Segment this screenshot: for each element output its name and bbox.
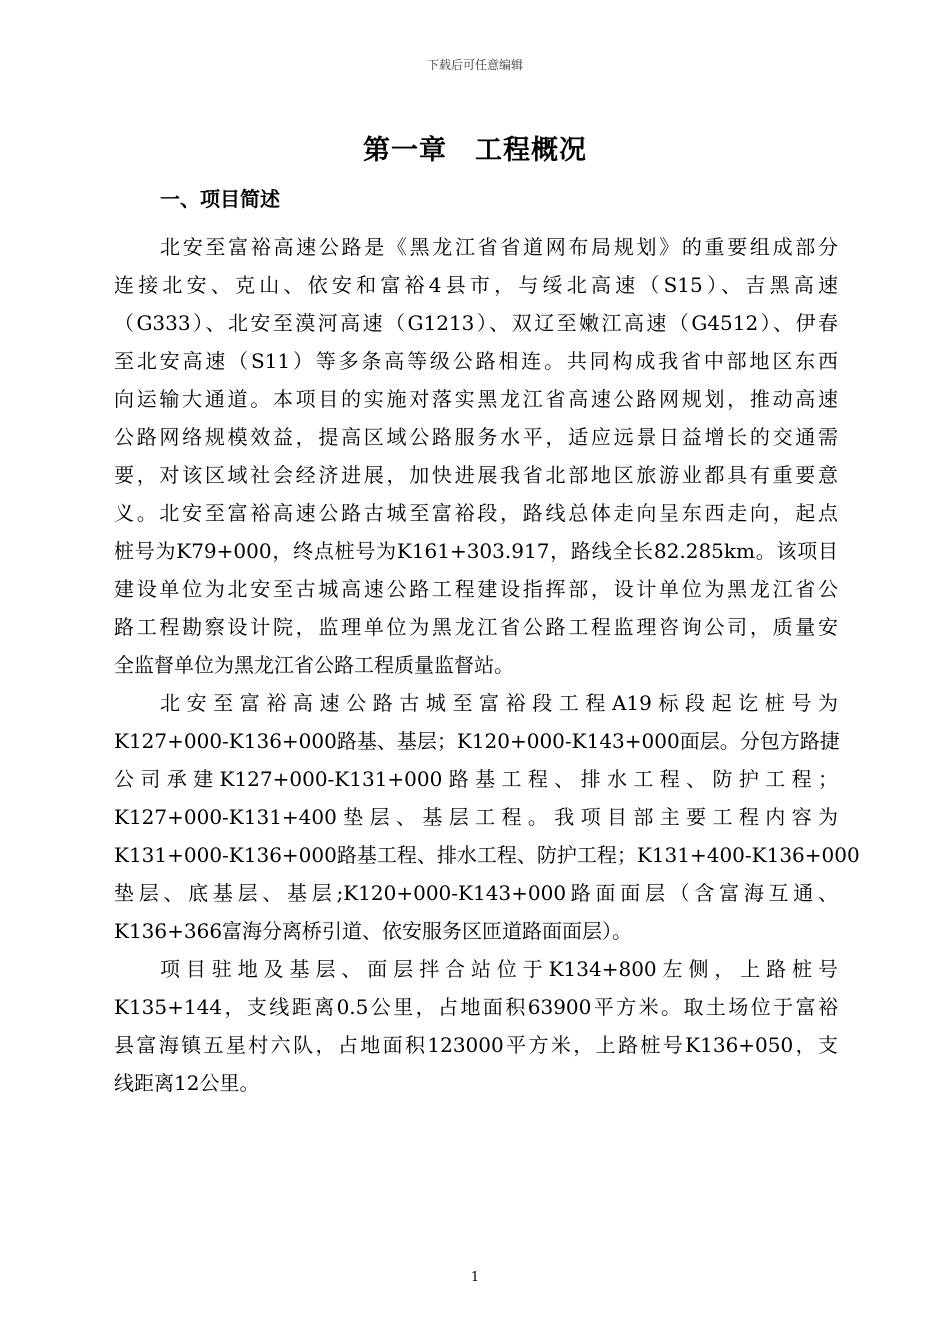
paragraph-line: 县富海镇五星村六队，占地面积123000平方米，上路桩号K136+050，支 <box>114 1033 838 1057</box>
body-text <box>114 228 860 1102</box>
paragraph-line: 全监督单位为黑龙江省公路工程质量监督站。 <box>114 653 514 677</box>
paragraph-line: 桩号为K79+000，终点桩号为K161+303.917，路线全长82.285km。该项目 <box>114 539 838 563</box>
chapter-title: 第一章 工程概况 <box>363 135 587 166</box>
paragraph-line: 连接北安、克山、依安和富裕4县市，与绥北高速（S15）、吉黑高速 <box>114 273 838 297</box>
paragraph-line: 公司承建K127+000-K131+000路基工程、排水工程、防护工程； <box>114 767 838 791</box>
paragraph-line: 项目驻地及基层、面层拌合站位于K134+800左侧，上路桩号 <box>160 957 838 981</box>
paragraph-line: 路工程勘察设计院，监理单位为黑龙江省公路工程监理咨询公司，质量安 <box>114 615 838 639</box>
paragraph-line: 建设单位为北安至古城高速公路工程建设指挥部，设计单位为黑龙江省公 <box>114 577 838 601</box>
paragraph-line: 至北安高速（S11）等多条高等级公路相连。共同构成我省中部地区东西 <box>114 349 838 373</box>
paragraph-line: K127+000-K136+000路基、基层；K120+000-K143+000面层。分包方路捷 <box>114 729 840 753</box>
paragraph-line: K127+000-K131+400垫层、基层工程。我项目部主要工程内容为 <box>114 805 838 829</box>
paragraph-line: 北安至富裕高速公路古城至富裕段工程A19标段起讫桩号为 <box>160 691 838 715</box>
paragraph-line: 要，对该区域社会经济进展，加快进展我省北部地区旅游业都具有重要意 <box>114 463 838 487</box>
paragraph-line: 垫层、底基层、基层;K120+000-K143+000路面面层（含富海互通、 <box>114 881 838 905</box>
header-note: 下载后可任意编辑 <box>426 58 523 72</box>
page-number: 1 <box>470 1270 480 1285</box>
paragraph-line: 北安至富裕高速公路是《黑龙江省省道网布局规划》的重要组成部分 <box>160 235 838 259</box>
paragraph-line: （G333）、北安至漠河高速（G1213）、双辽至嫩江高速（G4512）、伊春 <box>114 311 838 335</box>
paragraph-line: K136+366富海分离桥引道、依安服务区匝道路面面层）。 <box>114 919 633 943</box>
paragraph-line: K131+000-K136+000路基工程、排水工程、防护工程；K131+400-K136+000 <box>114 843 860 867</box>
paragraph-line: 线距离12公里。 <box>114 1071 260 1095</box>
paragraph-line: 公路网络规模效益，提高区域公路服务水平，适应远景日益增长的交通需 <box>114 425 838 449</box>
section-title: 一、项目简述 <box>160 187 280 211</box>
paragraph-line: K135+144，支线距离0.5公里，占地面积63900平方米。取土场位于富裕 <box>114 995 838 1019</box>
paragraph-line: 向运输大通道。本项目的实施对落实黑龙江省高速公路网规划，推动高速 <box>114 387 838 411</box>
paragraph-line: 义。北安至富裕高速公路古城至富裕段，路线总体走向呈东西走向，起点 <box>114 501 838 525</box>
